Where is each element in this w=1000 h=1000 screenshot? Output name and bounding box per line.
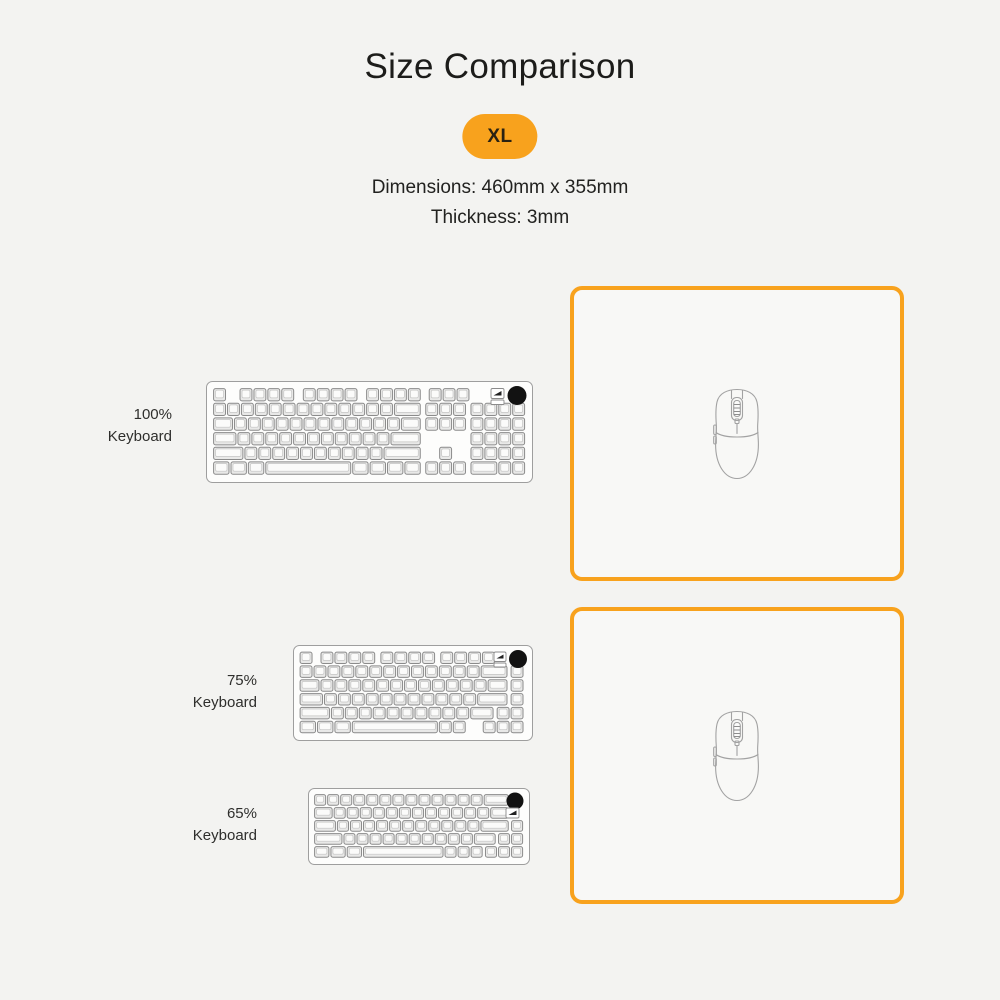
keyboard-75-label bbox=[117, 670, 257, 714]
page-title: Size Comparison bbox=[364, 47, 636, 86]
keyboard-100-label bbox=[32, 404, 172, 448]
keyboard-100-caption: Keyboard bbox=[107, 428, 172, 445]
mouse-top-view-icon bbox=[705, 388, 769, 480]
specs-block bbox=[0, 173, 1000, 233]
keyboard-65-percent: 65% bbox=[226, 805, 257, 822]
keyboard-65-illustration bbox=[308, 788, 530, 865]
keyboard-100-percent: 100% bbox=[133, 406, 172, 423]
mouse-top-view-icon bbox=[705, 710, 769, 802]
mousepad-xl-outline-top bbox=[570, 286, 904, 581]
dimensions-text: Dimensions: 460mm x 355mm bbox=[371, 177, 629, 198]
size-badge: XL bbox=[462, 114, 537, 159]
keyboard-75-illustration bbox=[293, 645, 533, 741]
thickness-text: Thickness: 3mm bbox=[430, 207, 570, 228]
keyboard-75-percent: 75% bbox=[226, 672, 257, 689]
keyboard-100-illustration bbox=[206, 381, 533, 483]
keyboard-65-caption: Keyboard bbox=[192, 827, 257, 844]
keyboard-65-label bbox=[117, 803, 257, 847]
mousepad-xl-outline-bottom bbox=[570, 607, 904, 904]
keyboard-75-caption: Keyboard bbox=[192, 694, 257, 711]
